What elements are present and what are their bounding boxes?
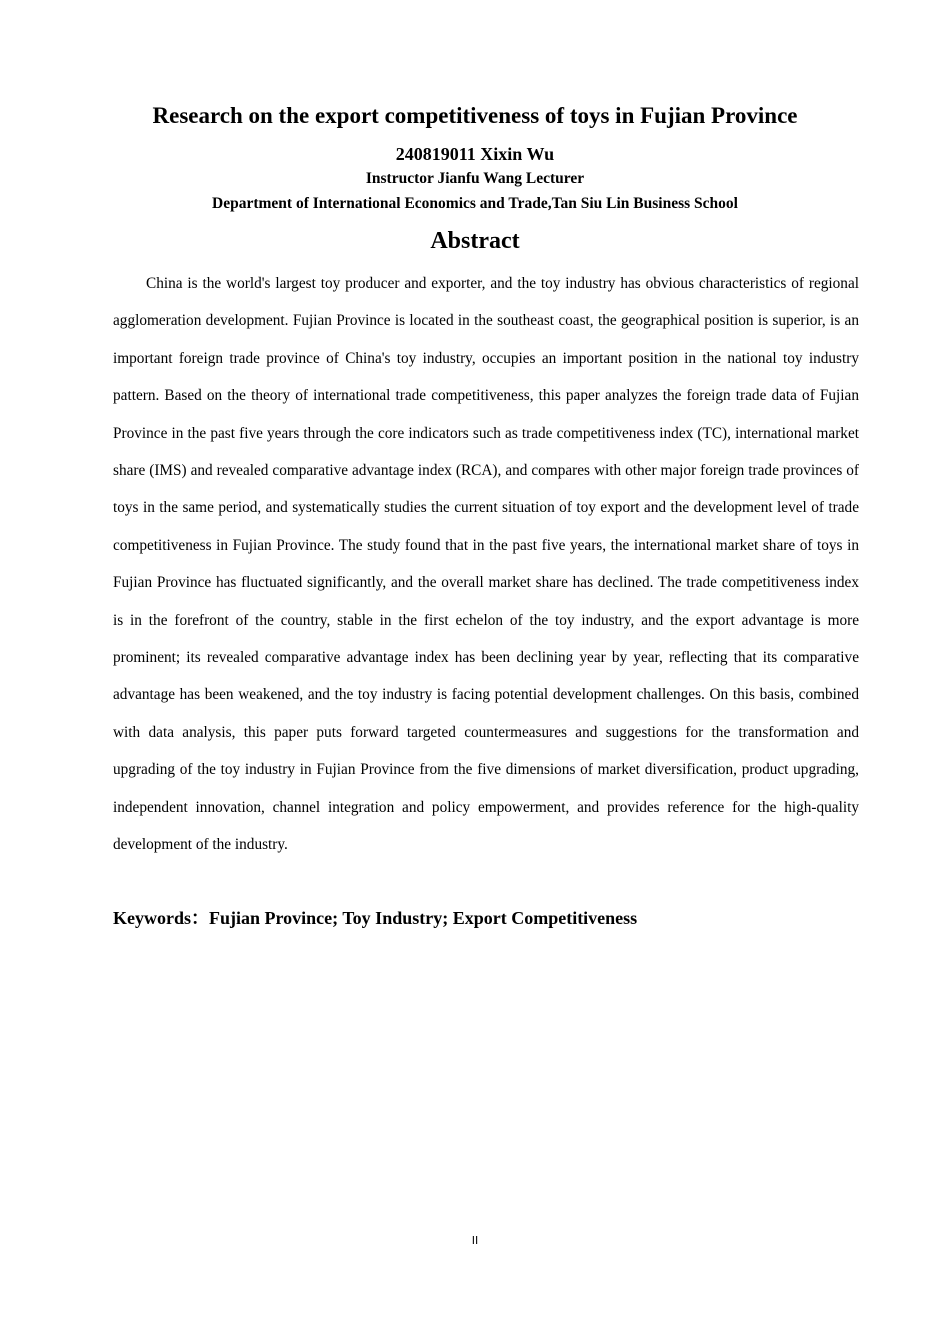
- instructor-line: Instructor Jianfu Wang Lecturer: [365, 170, 585, 187]
- department-line: Department of International Economics and Trade,Tan Siu Lin Business School: [212, 195, 738, 212]
- keywords-label: Keywords：: [113, 908, 209, 928]
- abstract-body: China is the world's largest toy producer and exporter, and the toy industry has obvious characteristics of regional agglomeration development. Fujian Province is located in the southeast coast, the geographical position is superior, is an important foreign trade province of China's toy industry, occupies an important position in the national toy industry pattern. Based on the theory of international trade competitiveness, this paper analyzes the foreign trade data of Fujian Province in the past five years through the core indicators such as trade competitiveness index (TC), international market share (IMS) and revealed comparative advantage index (RCA), and compares with other major foreign trade provinces of toys in the same period, and systematically studies the current situation of toy export and the development level of trade competitiveness in Fujian Province. The study found that in the past five years, the international market share of toys in Fujian Province has fluctuated significantly, and the overall market share has declined. The trade competitiveness index is in the forefront of the country, stable in the first echelon of the toy industry, and the export advantage is more prominent; its revealed comparative advantage index has been declining year by year, reflecting that its comparative advantage has been weakened, and the toy industry is facing potential development challenges. On this basis, combined with data analysis, this paper puts forward targeted countermeasures and suggestions for the transformation and upgrading of the toy industry in Fujian Province from the five dimensions of market diversification, product upgrading, independent innovation, channel integration and policy empowerment, and provides reference for the high-quality development of the industry.: [113, 275, 859, 854]
- page-number: II: [471, 1234, 479, 1247]
- keywords-list: Fujian Province; Toy Industry; Export Competitiveness: [209, 908, 638, 928]
- keywords-line: [113, 904, 859, 932]
- paper-title: Research on the export competitiveness of toys in Fujian Province: [152, 103, 798, 128]
- author-line: 240819011 Xixin Wu: [395, 144, 555, 164]
- abstract-heading: Abstract: [430, 228, 520, 254]
